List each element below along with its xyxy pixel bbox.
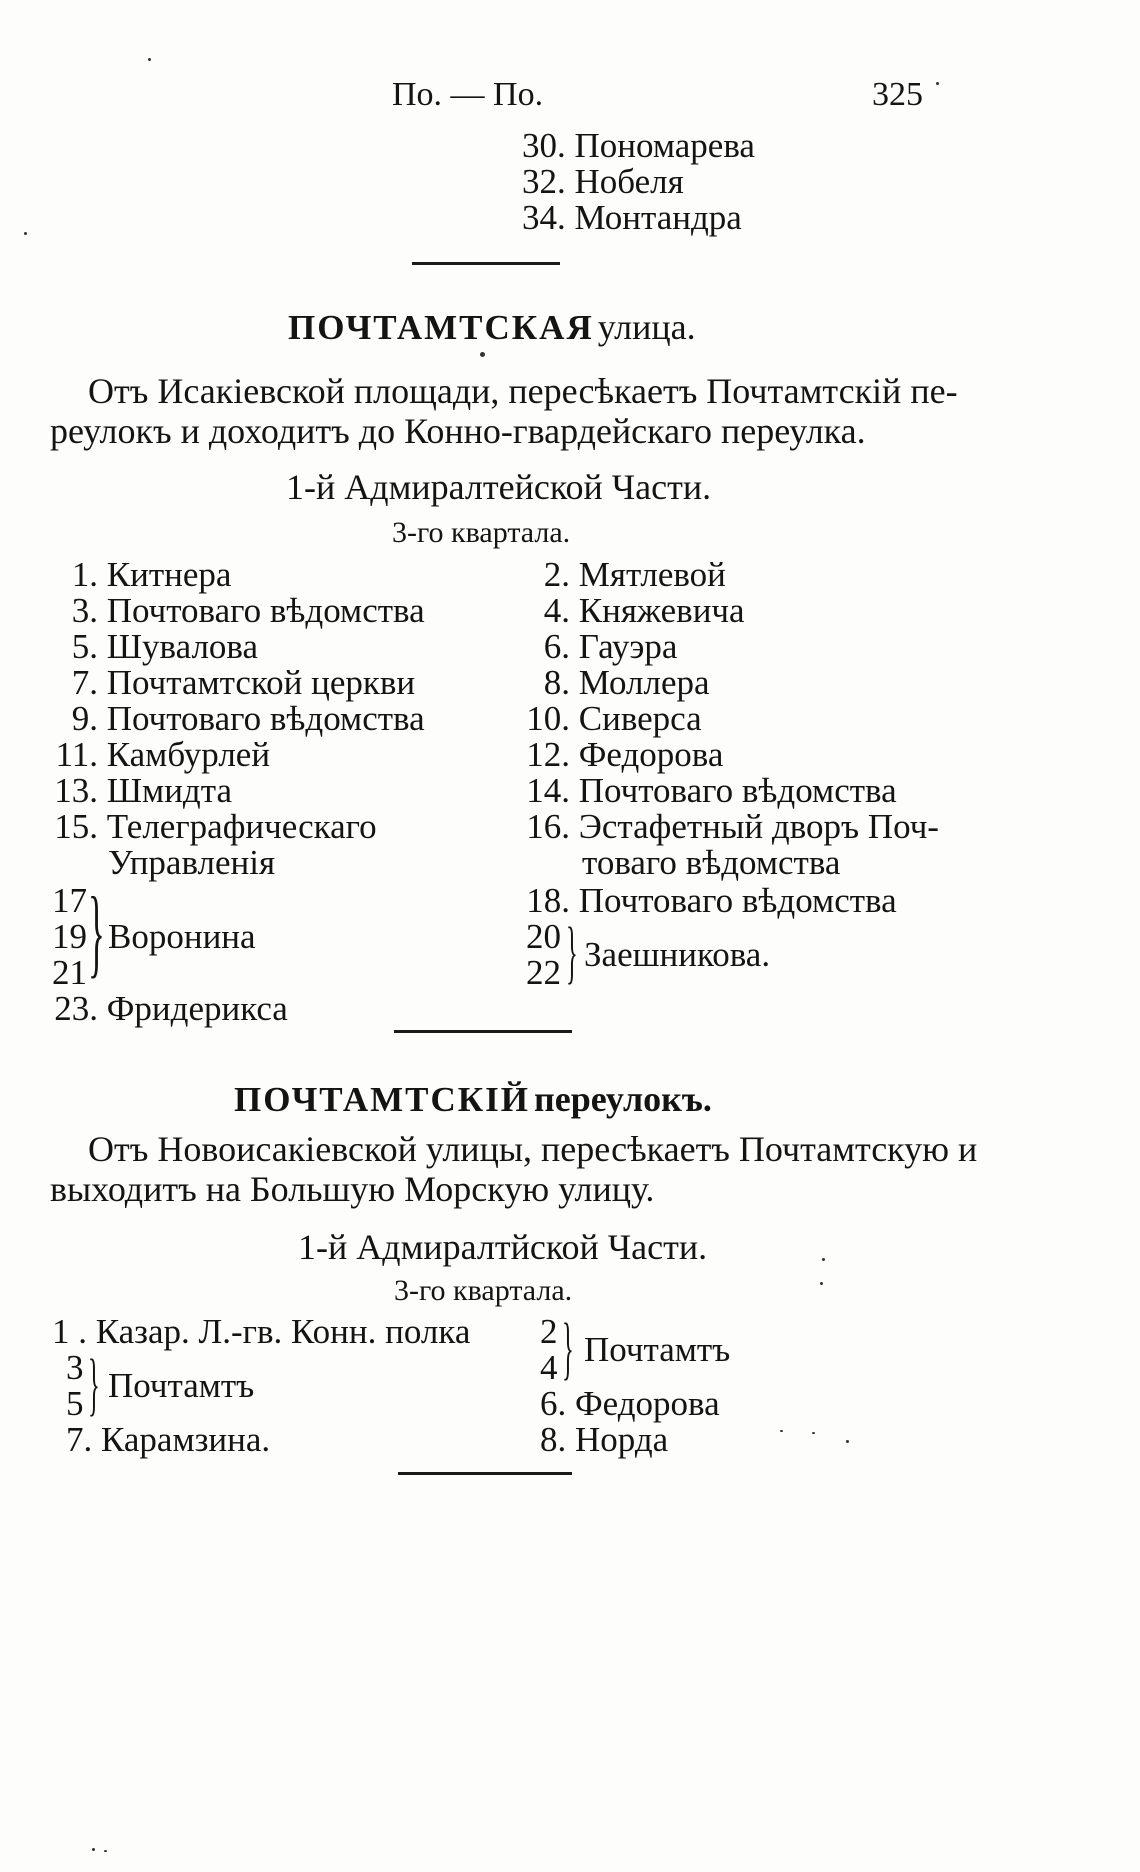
list-item xyxy=(52,1312,470,1352)
entry-number: 14. xyxy=(526,771,570,810)
group-name: Заешникова. xyxy=(584,935,771,974)
group-number: 4 xyxy=(540,1348,558,1387)
list-item xyxy=(50,627,258,667)
group-name: Почтамтъ xyxy=(108,1366,255,1405)
entry-name: Сиверса xyxy=(578,699,702,738)
group-number: 3 xyxy=(66,1348,84,1387)
list-item xyxy=(522,591,745,631)
entry-name: Телеграфическаго xyxy=(106,807,377,846)
list-item xyxy=(50,555,231,595)
list-item xyxy=(50,989,288,1029)
group-number: 5 xyxy=(66,1384,84,1423)
entry-name: Почтоваго вѣдомства xyxy=(578,881,897,920)
entry-continuation: Управленiя xyxy=(108,843,276,882)
entry-number: 1. xyxy=(71,555,98,594)
brace-icon: } xyxy=(566,914,578,991)
description-line: Отъ Исакiевской площади, пересѣкаетъ Почтамтскiй пе- xyxy=(88,371,958,411)
section-title xyxy=(288,306,696,348)
group-number: 22 xyxy=(526,953,561,992)
entry-continuation: товаго вѣдомства xyxy=(582,843,841,882)
entry-number: 16. xyxy=(526,807,570,846)
entry-name: Норда xyxy=(575,1420,669,1459)
district-heading: 1-й Адмиралтейской Части. xyxy=(286,467,712,507)
scan-speck xyxy=(812,1432,815,1434)
list-item xyxy=(50,699,425,739)
entry-name: Эстафетный дворъ Поч- xyxy=(578,807,939,846)
entry-name: Княжевича xyxy=(578,591,745,630)
running-title: По. — По. xyxy=(392,76,544,113)
list-item xyxy=(522,126,755,166)
scan-speck xyxy=(24,232,27,235)
list-item xyxy=(50,735,270,775)
quarter-heading: 3-го квартала. xyxy=(392,516,571,549)
description-line: Отъ Новоисакiевской улицы, пересѣкаетъ Почтамтскую и xyxy=(88,1129,978,1169)
entry-number: 6. xyxy=(543,627,570,666)
list-item xyxy=(540,1420,668,1460)
scan-speck xyxy=(780,1430,783,1432)
entry-name: Почтамтской церкви xyxy=(106,663,416,702)
entry-number: 10. xyxy=(526,699,570,738)
brace-icon: } xyxy=(562,1310,574,1387)
scan-speck xyxy=(92,1848,95,1851)
list-item xyxy=(522,162,684,202)
entry-name: Фридерикса xyxy=(106,989,288,1028)
list-item xyxy=(522,881,897,921)
entry-name: Почтоваго вѣдомства xyxy=(106,699,425,738)
scan-speck xyxy=(104,1850,107,1852)
list-item xyxy=(50,771,232,811)
list-item xyxy=(522,555,726,595)
entry-number: 5. xyxy=(71,627,98,666)
entry-number: 15. xyxy=(54,807,98,846)
list-item xyxy=(66,1420,270,1460)
list-item xyxy=(522,198,742,238)
entry-number: 34. xyxy=(522,198,566,237)
entry-number: 11. xyxy=(55,735,98,774)
brace-icon: } xyxy=(88,1346,100,1423)
brace-icon: } xyxy=(88,876,105,987)
group-number: 21 xyxy=(52,953,87,992)
entry-name: Моллера xyxy=(578,663,710,702)
list-item xyxy=(522,699,702,739)
scan-speck xyxy=(822,1258,825,1261)
group-number: 20 xyxy=(526,917,561,956)
street-type: улица. xyxy=(597,307,696,347)
entry-name: Федорова xyxy=(575,1384,720,1423)
entry-number: 2. xyxy=(543,555,570,594)
scan-speck xyxy=(936,82,939,85)
scan-speck xyxy=(846,1440,849,1443)
group-name: Почтамтъ xyxy=(584,1330,731,1369)
entry-number: 1 . xyxy=(52,1312,87,1351)
entry-name: Почтоваго вѣдомства xyxy=(578,771,897,810)
entry-name: Китнера xyxy=(106,555,232,594)
list-item xyxy=(522,627,677,667)
list-item xyxy=(50,663,415,703)
entry-name: Шувалова xyxy=(106,627,259,666)
page-number: 325 xyxy=(872,76,923,113)
group-name: Воронина xyxy=(108,917,256,956)
scan-speck xyxy=(148,58,151,61)
group-number: 19 xyxy=(52,917,87,956)
list-item xyxy=(50,591,425,631)
district-heading: 1-й Адмиралтйской Части. xyxy=(298,1227,708,1267)
entry-number: 7. xyxy=(66,1420,93,1459)
list-item xyxy=(522,771,897,811)
street-name: ПОЧТАМТСКАЯ xyxy=(288,308,594,347)
entry-number: 8. xyxy=(543,663,570,702)
entry-number: 12. xyxy=(526,735,570,774)
quarter-heading: 3-го квартала. xyxy=(394,1274,573,1307)
ink-dot xyxy=(480,352,485,357)
group-number: 17 xyxy=(52,881,87,920)
entry-number: 23. xyxy=(54,989,98,1028)
list-item xyxy=(50,807,377,847)
entry-number: 32. xyxy=(522,162,566,201)
entry-number: 30. xyxy=(522,126,566,165)
description-line: реулокъ и доходитъ до Конно-гвардейскаго переулка. xyxy=(50,411,866,451)
street-name: ПОЧТАМТСКIЙ xyxy=(234,1080,531,1119)
divider xyxy=(412,262,560,265)
entry-number: 18. xyxy=(526,881,570,920)
entry-number: 6. xyxy=(540,1384,567,1423)
entry-number: 13. xyxy=(54,771,98,810)
entry-number: 9. xyxy=(71,699,98,738)
entry-name: Мятлевой xyxy=(578,555,726,594)
entry-name: Почтоваго вѣдомства xyxy=(106,591,425,630)
entry-number: 4. xyxy=(543,591,570,630)
list-item xyxy=(522,663,710,703)
section-title xyxy=(234,1078,712,1120)
group-number: 2 xyxy=(540,1312,558,1351)
entry-name: Карамзина. xyxy=(101,1420,271,1459)
entry-name: Шмидта xyxy=(106,771,233,810)
entry-name: Федорова xyxy=(578,735,724,774)
scan-speck xyxy=(820,1282,823,1285)
street-type: переулокъ. xyxy=(534,1079,712,1119)
divider xyxy=(394,1030,572,1033)
entry-name: Казар. Л.-гв. Конн. полка xyxy=(95,1312,471,1351)
list-item xyxy=(540,1384,720,1424)
entry-name: Нобеля xyxy=(574,162,684,201)
entry-number: 8. xyxy=(540,1420,567,1459)
entry-name: Гауэра xyxy=(578,627,678,666)
entry-name: Пономарева xyxy=(574,126,755,165)
list-item xyxy=(522,735,723,775)
list-item xyxy=(522,807,939,847)
divider xyxy=(398,1472,572,1475)
entry-name: Камбурлей xyxy=(106,735,271,774)
description-line: выходитъ на Большую Морскую улицу. xyxy=(50,1169,655,1209)
entry-name: Монтандра xyxy=(574,198,742,237)
entry-number: 7. xyxy=(71,663,98,702)
entry-number: 3. xyxy=(71,591,98,630)
